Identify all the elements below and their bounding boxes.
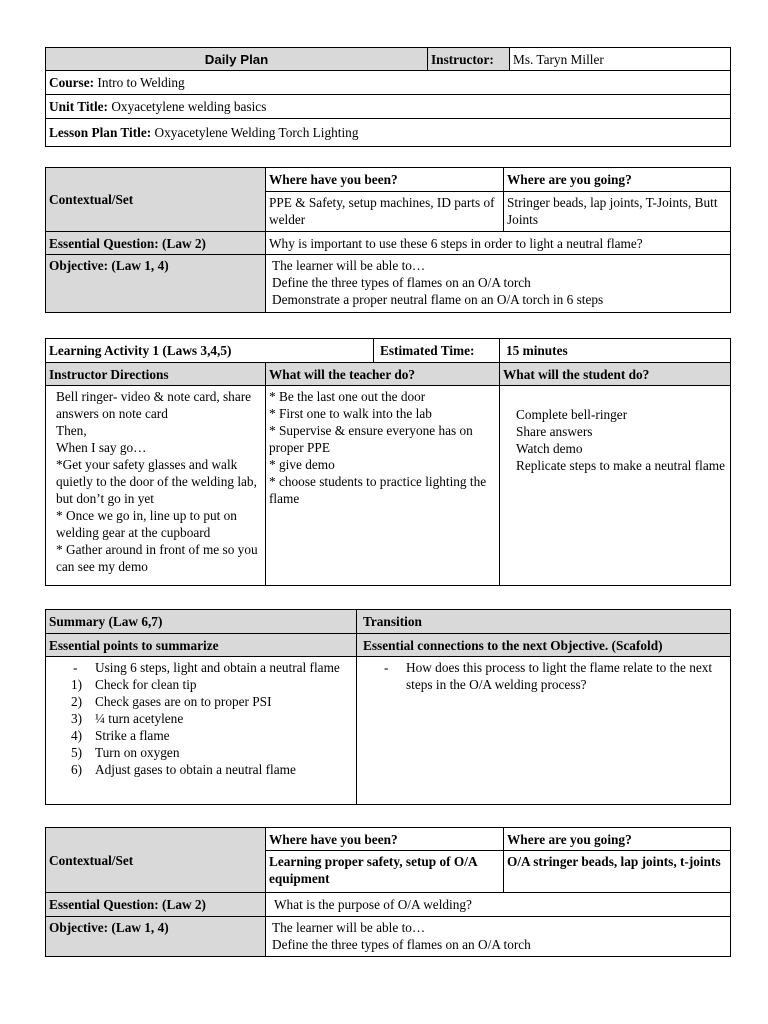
going-header-2: Where are you going? (504, 828, 731, 851)
unit-value: Oxyacetylene welding basics (111, 99, 267, 114)
direction-line: * Gather around in front of me so you can see my demo (56, 542, 258, 574)
student-line: Complete bell-ringer (516, 407, 628, 422)
direction-line: Bell ringer- video & note card, share answers on note card (56, 389, 252, 421)
teacher-line: * give demo (269, 457, 335, 472)
activity-title: Learning Activity 1 (Laws 3,4,5) (46, 339, 374, 363)
teacher-line: * Supervise & ensure everyone has on proper PPE (269, 423, 473, 455)
eq-label-2: Essential Question: (Law 2) (46, 893, 266, 917)
objective-line: The learner will be able to… (272, 258, 426, 273)
contextual-set-table-1 (45, 167, 731, 313)
teacher-line: * Be the last one out the door (269, 389, 426, 404)
going-header: Where are you going? (504, 168, 731, 192)
instructor-label: Instructor: (428, 48, 510, 71)
points-header: Essential points to summarize (46, 634, 357, 657)
teacher-line: * First one to walk into the lab (269, 406, 432, 421)
direction-line: When I say go… (56, 440, 147, 455)
eq-label: Essential Question: (Law 2) (46, 232, 266, 255)
step-item: 4) Strike a flame (71, 728, 170, 743)
objective-line: Demonstrate a proper neutral flame on an O/A torch in 6 steps (272, 292, 604, 307)
learning-activity-table (45, 338, 731, 586)
col-instructor-directions: Instructor Directions (46, 363, 266, 386)
student-actions (500, 386, 731, 586)
teacher-actions (266, 386, 500, 586)
lesson-row (46, 119, 731, 147)
student-line: Replicate steps to make a neutral flame (516, 458, 725, 473)
connections-header: Essential connections to the next Objective. (Scafold) (357, 634, 731, 657)
objective-value (266, 255, 731, 313)
direction-line: * Once we go in, line up to put on welding gear at the cupboard (56, 508, 237, 540)
unit-label: Unit Title: (49, 99, 108, 114)
estimated-time-label: Estimated Time: (374, 339, 500, 363)
been-header-2: Where have you been? (266, 828, 504, 851)
course-value: Intro to Welding (97, 75, 185, 90)
going-value-2: O/A stringer beads, lap joints, t-joints (504, 851, 731, 893)
been-value-2: Learning proper safety, setup of O/A equipment (266, 851, 504, 893)
summary-lead-point: - Using 6 steps, light and obtain a neutral flame (49, 659, 353, 676)
step-item: 1) Check for clean tip (71, 677, 197, 692)
course-row (46, 71, 731, 95)
summary-title: Summary (Law 6,7) (46, 610, 357, 634)
daily-plan-title: Daily Plan (46, 48, 428, 71)
been-value: PPE & Safety, setup machines, ID parts of welder (266, 192, 504, 232)
steps-list (49, 676, 353, 778)
col-teacher: What will the teacher do? (266, 363, 500, 386)
contextual-set-table-2 (45, 827, 731, 957)
step-item: 2) Check gases are on to proper PSI (71, 694, 272, 709)
step-item: 3) ¼ turn acetylene (71, 711, 184, 726)
going-value: Stringer beads, lap joints, T-Joints, Butt Joints (504, 192, 731, 232)
transition-title: Transition (357, 610, 731, 634)
connection-point: - How does this process to light the flame relate to the next steps in the O/A welding process? (360, 659, 727, 693)
been-header: Where have you been? (266, 168, 504, 192)
direction-line: Then, (56, 423, 87, 438)
col-student: What will the student do? (500, 363, 731, 386)
objective-line: The learner will be able to… (272, 920, 426, 935)
direction-line: *Get your safety glasses and walk quietly to the door of the welding lab, but don’t go in yet (56, 457, 257, 506)
student-line: Watch demo (516, 441, 583, 456)
unit-row (46, 95, 731, 119)
eq-value-2: What is the purpose of O/A welding? (266, 893, 731, 917)
lesson-label: Lesson Plan Title: (49, 125, 152, 140)
instructor-value: Ms. Taryn Miller (510, 48, 731, 71)
objective-line: Define the three types of flames on an O/A torch (272, 275, 531, 290)
header-table (45, 47, 731, 147)
student-line: Share answers (516, 424, 593, 439)
estimated-time-value: 15 minutes (500, 339, 731, 363)
contextual-label-2: Contextual/Set (46, 828, 266, 893)
step-item: 5) Turn on oxygen (71, 745, 180, 760)
objective-label: Objective: (Law 1, 4) (46, 255, 266, 313)
step-item: 6) Adjust gases to obtain a neutral flame (71, 762, 296, 777)
course-label: Course: (49, 75, 95, 90)
summary-points (46, 657, 357, 805)
lesson-value: Oxyacetylene Welding Torch Lighting (154, 125, 359, 140)
summary-table (45, 609, 731, 805)
eq-value: Why is important to use these 6 steps in order to light a neutral flame? (266, 232, 731, 255)
teacher-line: * choose students to practice lighting the flame (269, 474, 487, 506)
contextual-label: Contextual/Set (46, 168, 266, 232)
objective-value-2 (266, 917, 731, 957)
objective-label-2: Objective: (Law 1, 4) (46, 917, 266, 957)
instructor-directions (46, 386, 266, 586)
objective-line: Define the three types of flames on an O/A torch (272, 937, 531, 952)
connection-points (357, 657, 731, 805)
